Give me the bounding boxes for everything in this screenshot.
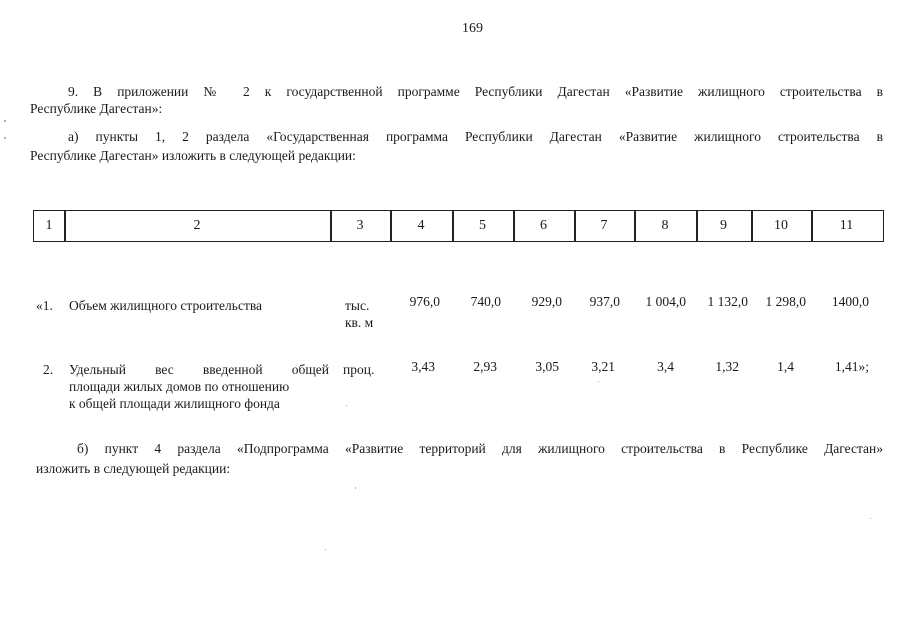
- paragraph-9-line-2: Республике Дагестан»:: [30, 101, 163, 116]
- scan-speck: [870, 518, 871, 519]
- row-name: к общей площади жилищного фонда: [69, 396, 280, 411]
- row-value: 937,0: [589, 294, 620, 309]
- page-number: 169: [462, 21, 483, 36]
- row-value: 3,4: [657, 359, 674, 374]
- row-unit: тыс.: [345, 298, 370, 313]
- scan-speck: [598, 381, 599, 382]
- row-value: 929,0: [531, 294, 562, 309]
- paragraph-9-line-1: 9. В приложении № 2 к государственной программе Республики Дагестан «Развитие жилищного строительства в: [68, 84, 883, 99]
- row-value: 2,93: [473, 359, 497, 374]
- column-header-5: 5: [479, 218, 486, 233]
- row-value: 3,21: [591, 359, 615, 374]
- column-header-8: 8: [661, 218, 669, 233]
- column-header-3: 3: [356, 218, 364, 233]
- subsection-a-line-2: Республике Дагестан» изложить в следующей редакции:: [30, 148, 356, 163]
- subsection-a-line-1: а) пункты 1, 2 раздела «Государственная программа Республики Дагестан «Развитие жилищного строительства в: [68, 129, 883, 144]
- column-header-4: 4: [417, 218, 425, 233]
- subsection-b-line-2: изложить в следующей редакции:: [36, 461, 231, 476]
- row-value: 1,32: [715, 359, 739, 374]
- row-name: площади жилых домов по отношению: [69, 379, 290, 394]
- row-value: 3,43: [411, 359, 435, 374]
- row-value: 1 298,0: [765, 294, 806, 309]
- row-value: 1400,0: [831, 294, 869, 309]
- subsection-b-line-1: б) пункт 4 раздела «Подпрограмма «Развитие территорий для жилищного строительства в Республике Дагестан»: [77, 441, 883, 456]
- row-value: 1 132,0: [707, 294, 748, 309]
- row-value: 3,05: [535, 359, 559, 374]
- scan-speck: [355, 487, 356, 489]
- row-name: Удельный вес введенной общей: [69, 362, 329, 377]
- row-value: 976,0: [409, 294, 440, 309]
- column-header-10: 10: [774, 218, 788, 233]
- scan-speck: [346, 405, 347, 406]
- column-header-7: 7: [600, 218, 608, 233]
- row-unit: проц.: [343, 362, 375, 377]
- column-number-table: [33, 210, 884, 242]
- scan-speck: [325, 549, 326, 550]
- column-header-11: 11: [839, 218, 854, 233]
- scan-speck: [4, 137, 6, 139]
- row-value: 1 004,0: [645, 294, 686, 309]
- row-value: 740,0: [470, 294, 501, 309]
- column-header-1: 1: [45, 218, 53, 233]
- row-number: 2.: [43, 362, 54, 377]
- column-header-6: 6: [540, 218, 547, 233]
- row-value: 1,4: [777, 359, 794, 374]
- column-header-9: 9: [720, 218, 727, 233]
- row-number: «1.: [36, 298, 53, 313]
- row-value: 1,41»;: [834, 359, 869, 374]
- scan-speck: [4, 120, 6, 122]
- row-unit: кв. м: [345, 315, 374, 330]
- column-header-2: 2: [193, 218, 201, 233]
- row-name: Объем жилищного строительства: [69, 298, 263, 313]
